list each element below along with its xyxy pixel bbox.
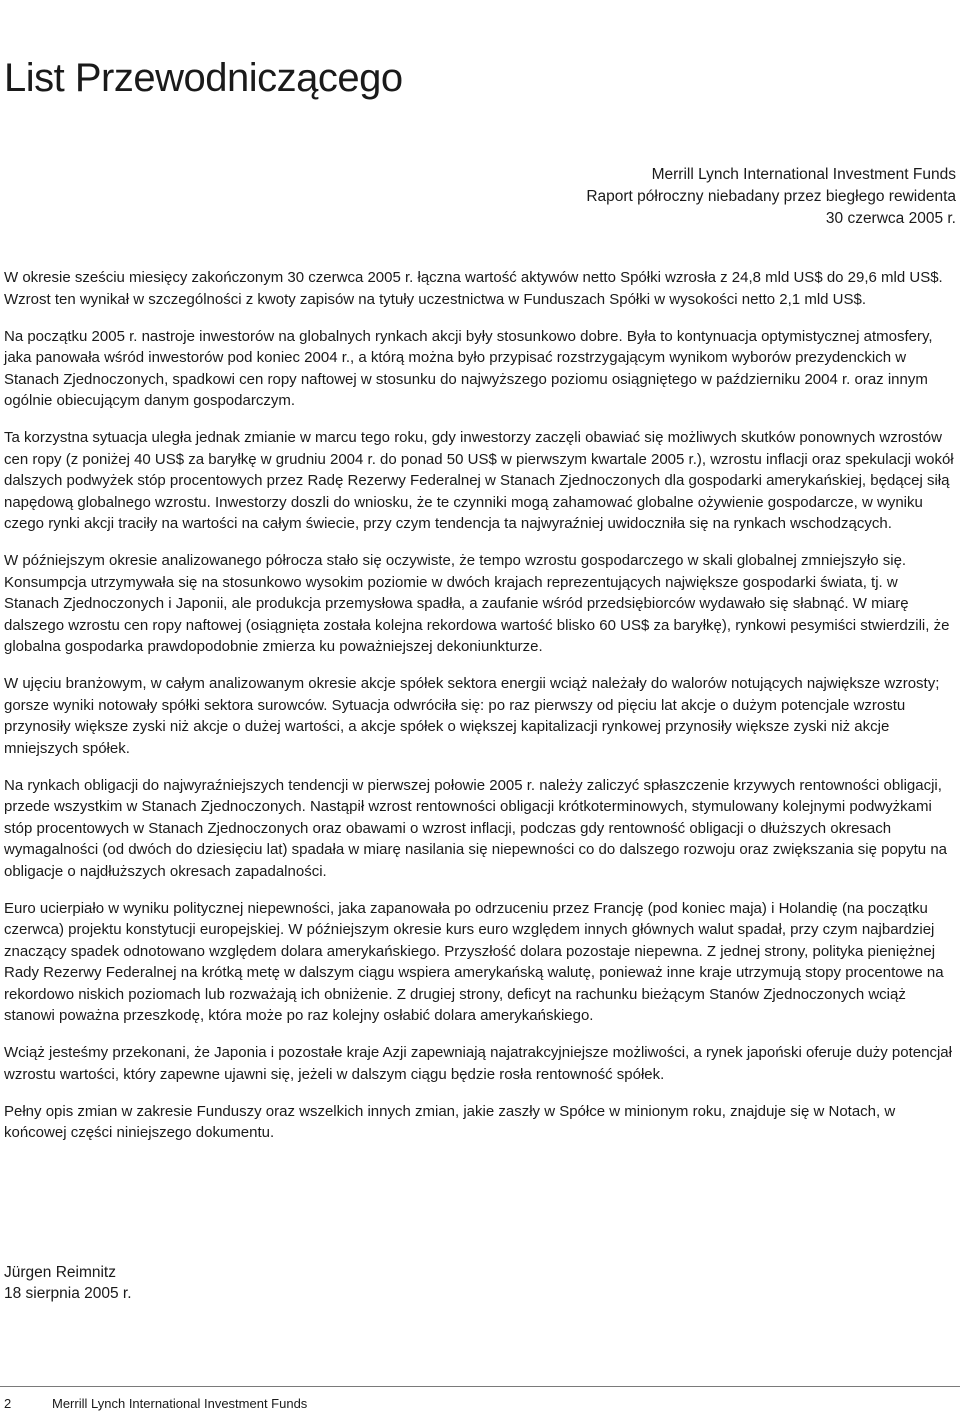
footer-divider — [0, 1386, 960, 1387]
signatory-name: Jürgen Reimnitz — [4, 1264, 116, 1281]
signature-date: 18 sierpnia 2005 r. — [4, 1285, 132, 1302]
paragraph: Ta korzystna sytuacja uległa jednak zmianie w marcu tego roku, gdy inwestorzy zaczęli obawiać się możliwych skutków ponownych wzrostów cen ropy (z poniżej 40 US$ za baryłkę w grudniu 2004 r. do ponad 50 US$ w pierwszym kwartale 2005 r.), wzrostu inflacji oraz spekulacji wokół dalszych podwyżek stóp procentowych przez Radę Rezerwy Federalnej w Stanach Zjednoczonych dla gospodarki amerykańskiej, będącej siłą napędową globalnego wzrostu. Inwestorzy doszli do wniosku, że te czynniki mogą zahamować globalne ożywienie gospodarcze, w wyniku czego rynki akcji traciły na wartości na całym świecie, przy czym tendencja ta najwyraźniej uwidoczniła się na rynkach wschodzących. — [4, 429, 954, 532]
report-type: Raport półroczny niebadany przez biegłego rewidenta — [586, 188, 956, 205]
page-footer — [4, 1395, 307, 1413]
paragraph: Na rynkach obligacji do najwyraźniejszych tendencji w pierwszej połowie 2005 r. należy zaliczyć spłaszczenie krzywych rentowności obligacji, przede wszystkim w Stanach Zjednoczonych. Nastąpił wzrost rentowności obligacji krótkoterminowych, stymulowany kolejnymi podwyżkami stóp procentowych w Stanach Zjednoczonych oraz obawami o wzrost inflacji, podczas gdy rentowność obligacji o dłuższych okresach wymagalności (od dwóch do dziesięciu lat) spadała w miarę nasilania się niepewności co do dalszego rozwoju oraz zwiększania się popytu na obligacje o najdłuższych okresach zapadalności. — [4, 776, 948, 880]
footer-text: Merrill Lynch International Investment Funds — [52, 1396, 308, 1411]
page-number: 2 — [4, 1396, 12, 1411]
paragraph: Na początku 2005 r. nastroje inwestorów na globalnych rynkach akcji były stosunkowo dobre. Była to kontynuacja optymistycznej atmosfery, jaka panowała wśród inwestorów pod koniec 2004 r., a którą można było przypisać rozstrzygającym wynikom wyborów prezydenckich w Stanach Zjednoczonych, spadkowi cen ropy naftowej w stosunku do najwyższego poziomu osiągniętego w październiku 2004 r. oraz innym ogólnie obiecującym danym gospodarczym. — [4, 327, 933, 409]
document-header — [586, 164, 956, 230]
paragraph: W okresie sześciu miesięcy zakończonym 30 czerwca 2005 r. łączna wartość aktywów netto Spółki wzrosła z 24,8 mld US$ do 29,6 mld US$. Wzrost ten wynikał w szczególności z kwoty zapisów na tytuły uczestnictwa w Funduszach Spółki w wysokości netto 2,1 mld US$. — [4, 269, 943, 308]
fund-name: Merrill Lynch International Investment Funds — [651, 166, 956, 183]
paragraph: Euro ucierpiało w wyniku politycznej niepewności, jaka zapanowała po odrzuceniu przez Francję (pod koniec maja) i Holandię (na początku czerwca) projektu konstytucji europejskiej. W późniejszym okresie kurs euro względem innych głównych walut spadał, przy czym najbardziej znaczący spadek odnotowano względem dolara amerykańskiego. Przyszłość dolara pozostaje niepewna. Z jednej strony, polityka pieniężnej Rady Rezerwy Federalnej na krótką metę w dalszym ciągu wspiera amerykańską walutę, ponieważ inne kraje utrzymują stopy procentowe na rekordowo niskich poziomach lub rozważają ich obniżenie. Z drugiej strony, deficyt na rachunku bieżącym Stanów Zjednoczonych wciąż stanowi poważna przeszkodę, która może po raz kolejny osłabić dolara amerykańskiego. — [4, 899, 944, 1024]
signature-block — [4, 1262, 132, 1304]
paragraph: W późniejszym okresie analizowanego półrocza stało się oczywiste, że tempo wzrostu gospodarczego w skali globalnej zmniejszyło się. Konsumpcja utrzymywała się na stosunkowo wysokim poziomie w dwóch krajach reprezentujących największe gospodarki świata, tj. w Stanach Zjednoczonych i Japonii, ale produkcja przemysłowa spadła, a zaufanie wśród przedsiębiorców wydawało się słabnąć. W miarę dalszego wzrostu cen ropy naftowej (osiągnięta została kolejna rekordowa wartość blisko 60 US$ za baryłkę), rynkowi pesymiści stwierdzili, że globalna gospodarka prawdopodobnie zmierza ku poważniejszej dekoniunkturze. — [4, 552, 950, 655]
paragraph: Pełny opis zmian w zakresie Funduszy oraz wszelkich innych zmian, jakie zaszły w Spółce w minionym roku, znajduje się w Notach, w końcowej części niniejszego dokumentu. — [4, 1102, 896, 1141]
paragraph: W ujęciu branżowym, w całym analizowanym okresie akcje spółek sektora energii wciąż należały do walorów notujących największe wzrosty; gorsze wyniki notowały spółki sektora surowców. Sytuacja odwróciła się: po raz pierwszy od pięciu lat akcje o dużym potencjale wzrostu przynosiły większe zyski niż akcje o dużej wartości, a akcje spółek o większej kapitalizacji rynkowej przynosiły większe zyski niż akcje mniejszych spółek. — [4, 675, 940, 757]
page-title: List Przewodniczącego — [4, 56, 403, 100]
letter-body — [4, 267, 954, 1159]
paragraph: Wciąż jesteśmy przekonani, że Japonia i pozostałe kraje Azji zapewniają najatrakcyjniejsze możliwości, a rynek japoński oferuje duży potencjał wzrostu wartości, który zapewne ujawni się, jeżeli w dalszym ciągu będzie rosła rentowność spółek. — [4, 1044, 952, 1083]
report-date: 30 czerwca 2005 r. — [825, 210, 956, 227]
